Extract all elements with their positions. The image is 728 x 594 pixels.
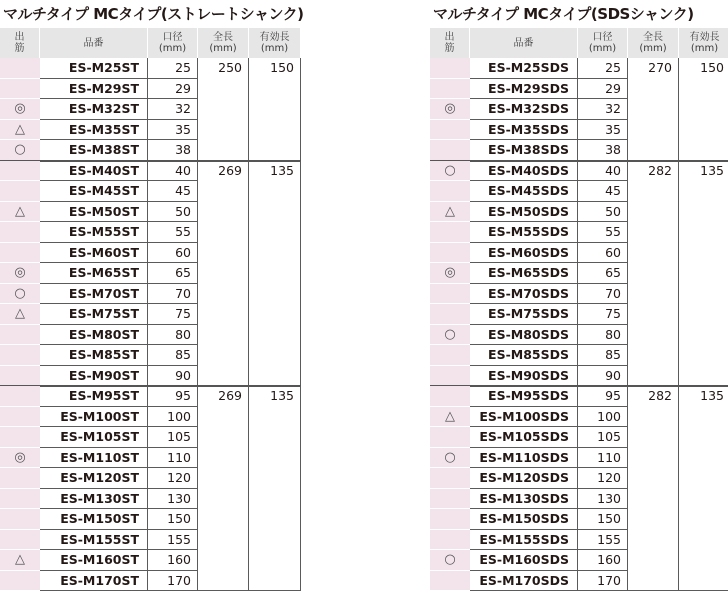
diameter-value: 80 [148, 325, 198, 346]
mark-cell [0, 468, 40, 489]
mark-cell [430, 99, 470, 120]
diameter-value: 90 [148, 366, 198, 387]
product-code: ES-M65SDS [470, 263, 578, 284]
mark-cell [0, 489, 40, 510]
diameter-value: 100 [148, 407, 198, 428]
mark-cell [430, 571, 470, 592]
diameter-value: 25 [578, 58, 628, 79]
header-length [628, 28, 679, 58]
diameter-value: 29 [578, 79, 628, 100]
diameter-value: 150 [148, 509, 198, 530]
diameter-value: 150 [578, 509, 628, 530]
header-length [198, 28, 249, 58]
product-code: ES-M95SDS [470, 386, 578, 407]
product-code: ES-M100SDS [470, 407, 578, 428]
mark-cell [0, 571, 40, 592]
header-code [470, 28, 578, 58]
double-circle-icon: ◎ [14, 449, 26, 465]
diameter-value: 29 [148, 79, 198, 100]
product-code: ES-M40SDS [470, 161, 578, 182]
product-code: ES-M70SDS [470, 284, 578, 305]
mark-cell [430, 427, 470, 448]
diameter-value: 25 [148, 58, 198, 79]
triangle-icon: △ [15, 306, 25, 322]
mark-cell [0, 304, 40, 325]
triangle-icon: △ [15, 121, 25, 137]
mark-cell [0, 161, 40, 182]
product-code: ES-M130SDS [470, 489, 578, 510]
mark-cell [430, 181, 470, 202]
product-code: ES-M35ST [40, 120, 148, 141]
total-length-value: 270 [628, 58, 679, 161]
header-code-text: 品番 [83, 37, 104, 49]
diameter-value: 110 [578, 448, 628, 469]
total-length-value: 282 [628, 386, 679, 591]
header-effective-length-text: 有効長 (mm) [689, 32, 720, 54]
product-code: ES-M32ST [40, 99, 148, 120]
product-code: ES-M160SDS [470, 550, 578, 571]
mark-cell [430, 243, 470, 264]
product-code: ES-M45ST [40, 181, 148, 202]
diameter-value: 130 [578, 489, 628, 510]
header-code-text: 品番 [513, 37, 534, 49]
product-code: ES-M50ST [40, 202, 148, 223]
product-code: ES-M60SDS [470, 243, 578, 264]
circle-icon: ○ [14, 142, 26, 158]
mark-cell [430, 325, 470, 346]
diameter-value: 65 [148, 263, 198, 284]
circle-icon: ○ [444, 326, 456, 342]
mark-cell [0, 243, 40, 264]
mark-cell [430, 407, 470, 428]
diameter-value: 100 [578, 407, 628, 428]
product-code: ES-M100ST [40, 407, 148, 428]
sds-shank-table [430, 28, 724, 591]
mark-cell [0, 263, 40, 284]
mark-cell [430, 140, 470, 161]
mark-cell [430, 345, 470, 366]
straight-shank-panel [0, 0, 304, 591]
product-code: ES-M105SDS [470, 427, 578, 448]
product-code: ES-M75ST [40, 304, 148, 325]
product-code: ES-M155SDS [470, 530, 578, 551]
product-code: ES-M40ST [40, 161, 148, 182]
diameter-value: 32 [578, 99, 628, 120]
header-diameter [578, 28, 628, 58]
mark-cell [0, 448, 40, 469]
circle-icon: ○ [444, 449, 456, 465]
header-mark [0, 28, 40, 58]
product-code: ES-M130ST [40, 489, 148, 510]
mark-cell [430, 202, 470, 223]
diameter-value: 110 [148, 448, 198, 469]
mark-cell [0, 202, 40, 223]
diameter-value: 50 [148, 202, 198, 223]
product-code: ES-M45SDS [470, 181, 578, 202]
product-code: ES-M55SDS [470, 222, 578, 243]
product-code: ES-M120SDS [470, 468, 578, 489]
mark-cell [0, 222, 40, 243]
product-code: ES-M60ST [40, 243, 148, 264]
mark-cell [430, 448, 470, 469]
diameter-value: 75 [578, 304, 628, 325]
mark-cell [430, 120, 470, 141]
header-effective-length [679, 28, 728, 58]
mark-cell [430, 222, 470, 243]
mark-cell [0, 99, 40, 120]
mark-cell [0, 120, 40, 141]
mark-cell [0, 284, 40, 305]
circle-icon: ○ [444, 162, 456, 178]
double-circle-icon: ◎ [14, 265, 26, 281]
product-code: ES-M38SDS [470, 140, 578, 161]
diameter-value: 70 [578, 284, 628, 305]
mark-cell [430, 530, 470, 551]
product-code: ES-M150SDS [470, 509, 578, 530]
product-code: ES-M75SDS [470, 304, 578, 325]
table-header [0, 28, 304, 58]
effective-length-value: 135 [679, 386, 728, 591]
product-code: ES-M32SDS [470, 99, 578, 120]
product-code: ES-M25ST [40, 58, 148, 79]
diameter-value: 75 [148, 304, 198, 325]
product-code: ES-M90ST [40, 366, 148, 387]
product-code: ES-M110ST [40, 448, 148, 469]
effective-length-value: 150 [679, 58, 728, 161]
table-header [430, 28, 720, 58]
diameter-value: 85 [148, 345, 198, 366]
mark-cell [0, 140, 40, 161]
mark-cell [430, 509, 470, 530]
mark-cell [0, 530, 40, 551]
mark-cell [0, 509, 40, 530]
effective-length-value: 135 [249, 386, 301, 591]
diameter-value: 120 [578, 468, 628, 489]
header-diameter [148, 28, 198, 58]
straight-shank-table [0, 28, 304, 591]
mark-cell [0, 79, 40, 100]
diameter-value: 55 [578, 222, 628, 243]
product-code: ES-M105ST [40, 427, 148, 448]
mark-cell [0, 345, 40, 366]
diameter-value: 40 [148, 161, 198, 182]
total-length-value: 282 [628, 161, 679, 387]
header-diameter-text: 口径 (mm) [158, 32, 187, 54]
header-mark-text: 出 筋 [444, 32, 455, 54]
mark-cell [430, 489, 470, 510]
diameter-value: 130 [148, 489, 198, 510]
product-code: ES-M50SDS [470, 202, 578, 223]
diameter-value: 60 [578, 243, 628, 264]
product-code: ES-M25SDS [470, 58, 578, 79]
mark-cell [430, 161, 470, 182]
diameter-value: 38 [578, 140, 628, 161]
diameter-value: 160 [578, 550, 628, 571]
circle-icon: ○ [14, 285, 26, 301]
header-length-text: 全長 (mm) [639, 32, 667, 54]
straight-shank-title: マルチタイプ MCタイプ(ストレートシャンク) [3, 5, 304, 23]
total-length-value: 250 [198, 58, 249, 161]
diameter-value: 35 [578, 120, 628, 141]
header-effective-length-text: 有効長 (mm) [259, 32, 290, 54]
effective-length-value: 150 [249, 58, 301, 161]
diameter-value: 80 [578, 325, 628, 346]
mark-cell [0, 181, 40, 202]
mark-cell [430, 386, 470, 407]
diameter-value: 155 [578, 530, 628, 551]
diameter-value: 60 [148, 243, 198, 264]
diameter-value: 65 [578, 263, 628, 284]
diameter-value: 170 [578, 571, 628, 592]
mark-cell [430, 550, 470, 571]
mark-cell [430, 284, 470, 305]
diameter-value: 95 [148, 386, 198, 407]
diameter-value: 38 [148, 140, 198, 161]
mark-cell [0, 366, 40, 387]
effective-length-value: 135 [249, 161, 301, 387]
diameter-value: 40 [578, 161, 628, 182]
diameter-value: 155 [148, 530, 198, 551]
diameter-value: 85 [578, 345, 628, 366]
mark-cell [0, 550, 40, 571]
product-code: ES-M29SDS [470, 79, 578, 100]
double-circle-icon: ◎ [14, 101, 26, 117]
diameter-value: 45 [578, 181, 628, 202]
product-code: ES-M85SDS [470, 345, 578, 366]
product-code: ES-M29ST [40, 79, 148, 100]
header-mark-text: 出 筋 [14, 32, 25, 54]
mark-cell [0, 58, 40, 79]
diameter-value: 160 [148, 550, 198, 571]
product-code: ES-M155ST [40, 530, 148, 551]
mark-cell [430, 304, 470, 325]
diameter-value: 32 [148, 99, 198, 120]
header-effective-length [249, 28, 301, 58]
diameter-value: 55 [148, 222, 198, 243]
sds-shank-title: マルチタイプ MCタイプ(SDSシャンク) [433, 5, 694, 23]
mark-cell [430, 263, 470, 284]
diameter-value: 70 [148, 284, 198, 305]
diameter-value: 105 [148, 427, 198, 448]
triangle-icon: △ [15, 203, 25, 219]
total-length-value: 269 [198, 386, 249, 591]
diameter-value: 45 [148, 181, 198, 202]
diameter-value: 170 [148, 571, 198, 592]
diameter-value: 35 [148, 120, 198, 141]
product-code: ES-M160ST [40, 550, 148, 571]
diameter-value: 95 [578, 386, 628, 407]
double-circle-icon: ◎ [444, 265, 456, 281]
mark-cell [0, 325, 40, 346]
product-code: ES-M80ST [40, 325, 148, 346]
product-code: ES-M70ST [40, 284, 148, 305]
circle-icon: ○ [444, 552, 456, 568]
product-code: ES-M170SDS [470, 571, 578, 592]
product-code: ES-M85ST [40, 345, 148, 366]
product-code: ES-M38ST [40, 140, 148, 161]
product-code: ES-M55ST [40, 222, 148, 243]
header-length-text: 全長 (mm) [209, 32, 237, 54]
double-circle-icon: ◎ [444, 101, 456, 117]
header-diameter-text: 口径 (mm) [588, 32, 617, 54]
header-mark [430, 28, 470, 58]
product-code: ES-M65ST [40, 263, 148, 284]
product-code: ES-M170ST [40, 571, 148, 592]
mark-cell [430, 468, 470, 489]
product-code: ES-M95ST [40, 386, 148, 407]
effective-length-value: 135 [679, 161, 728, 387]
diameter-value: 120 [148, 468, 198, 489]
product-code: ES-M80SDS [470, 325, 578, 346]
sds-shank-panel [430, 0, 724, 591]
product-code: ES-M35SDS [470, 120, 578, 141]
product-code: ES-M110SDS [470, 448, 578, 469]
diameter-value: 105 [578, 427, 628, 448]
mark-cell [0, 386, 40, 407]
product-code: ES-M90SDS [470, 366, 578, 387]
total-length-value: 269 [198, 161, 249, 387]
diameter-value: 50 [578, 202, 628, 223]
mark-cell [0, 407, 40, 428]
header-code [40, 28, 148, 58]
mark-cell [430, 79, 470, 100]
triangle-icon: △ [15, 552, 25, 568]
diameter-value: 90 [578, 366, 628, 387]
mark-cell [430, 366, 470, 387]
product-code: ES-M150ST [40, 509, 148, 530]
triangle-icon: △ [445, 203, 455, 219]
mark-cell [0, 427, 40, 448]
mark-cell [430, 58, 470, 79]
triangle-icon: △ [445, 408, 455, 424]
product-code: ES-M120ST [40, 468, 148, 489]
